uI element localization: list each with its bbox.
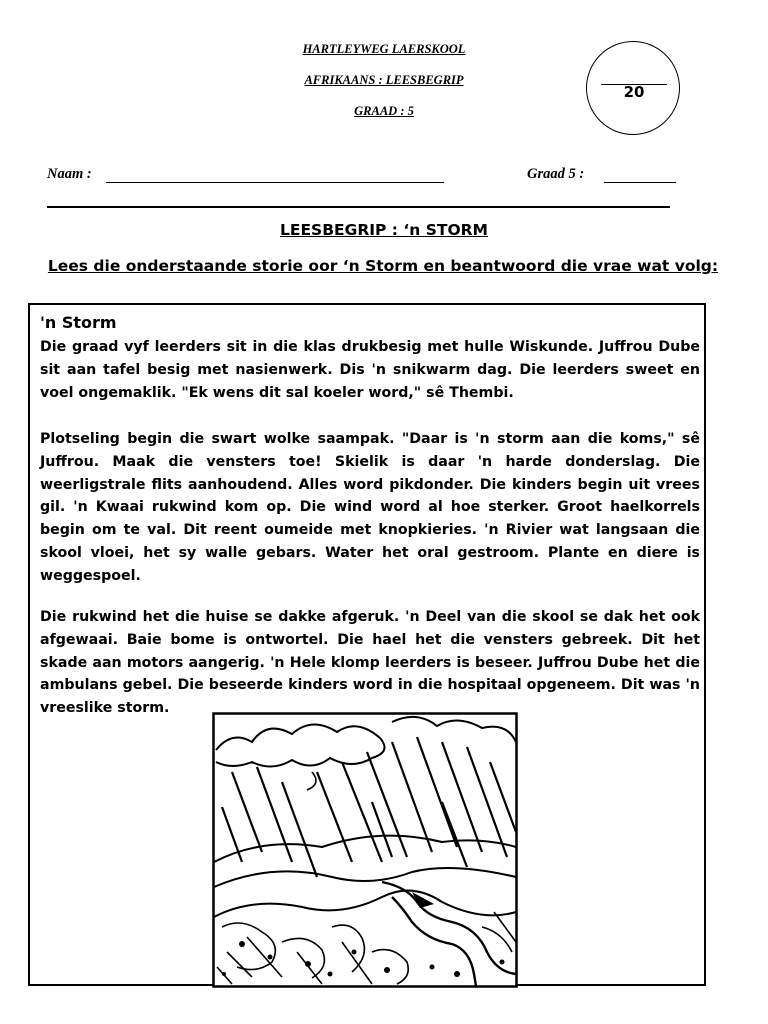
name-field[interactable]	[106, 182, 444, 183]
story-title: 'n Storm	[40, 313, 117, 332]
story-paragraph-2: Plotseling begin die swart wolke saampak. "Daar is 'n storm aan die koms," sê Juffrou. Maak die vensters toe! Skielik is daar 'n harde donderslag. Die weerligstrale flits aanhoudend. Alles word pikdonder. Die kinders begin uit vrees gil. 'n Kwaai rukwind kom op. Die wind word al hoe sterker. Groot haelkorrels begin om te val. Dit reent oumeide met knopkieries. 'n Rivier wat langsaan die skool vloei, het sy walle gebars. Water het oral gestroom. Plante en diere is weggespoel.	[40, 431, 700, 584]
grade-heading: GRAAD : 5	[354, 104, 414, 118]
story-paragraph-1: Die graad vyf leerders sit in die klas drukbesig met hulle Wiskunde. Juffrou Dube sit aan tafel besig met nasienwerk. Dis 'n snikwarm dag. Die leerders sweet en voel ongemaklik. "Ek wens dit sal koeler word," sê Thembi.	[40, 339, 700, 401]
page-title: LEESBEGRIP : ‘n STORM	[280, 221, 488, 239]
instruction-text: Lees die onderstaande storie oor ‘n Storm en beantwoord die vrae wat volg:	[47, 257, 719, 275]
grade-field[interactable]	[604, 182, 676, 183]
divider-rule	[47, 206, 670, 208]
name-label: Naam :	[47, 166, 92, 182]
storm-illustration	[212, 712, 518, 988]
grade-label: Graad 5 :	[527, 166, 585, 182]
score-total: 20	[623, 83, 645, 101]
school-name: HARTLEYWEG LAERSKOOL	[302, 42, 466, 56]
story-paragraph-3: Die rukwind het die huise se dakke afgeruk. 'n Deel van die skool se dak het ook afgewaai. Baie bome is ontwortel. Die hael het die vensters gebreek. Dit het skade aan motors aangerig. 'n Hele klomp leerders is beseer. Juffrou Dube het die ambulans gebel. Die beseerde kinders word in die hospitaal opgeneem. Dit was 'n vreeslike storm.	[40, 609, 700, 717]
subject-title: AFRIKAANS : LEESBEGRIP	[304, 73, 464, 87]
